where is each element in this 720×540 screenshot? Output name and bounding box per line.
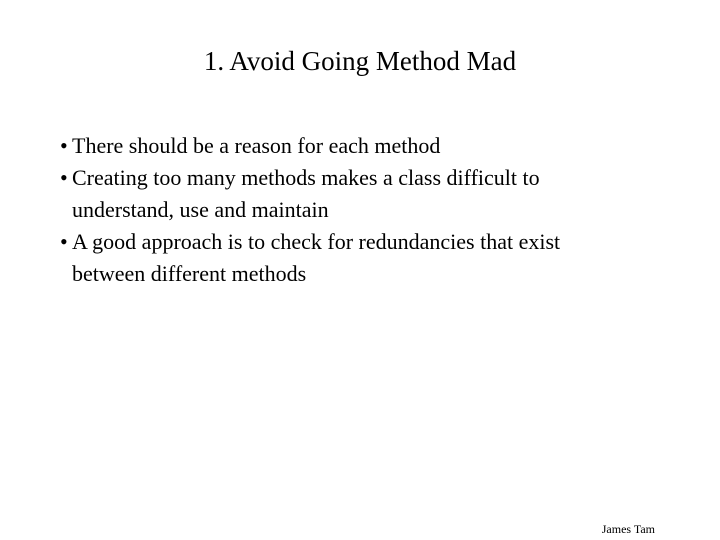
bullet-item — [60, 162, 700, 226]
bullet-text: Creating too many methods makes a class difficult to understand, use and maintain — [72, 165, 540, 222]
bullet-list — [60, 130, 700, 290]
bullet-text: A good approach is to check for redundancies that exist between different methods — [72, 229, 561, 286]
bullet-marker: • — [60, 165, 68, 190]
bullet-text: There should be a reason for each method — [72, 133, 441, 158]
slide-title: 1. Avoid Going Method Mad — [203, 46, 517, 76]
bullet-marker: • — [60, 133, 68, 158]
bullet-item — [60, 130, 700, 162]
footer-author: James Tam — [601, 522, 655, 536]
bullet-marker: • — [60, 229, 68, 254]
bullet-item — [60, 226, 700, 290]
